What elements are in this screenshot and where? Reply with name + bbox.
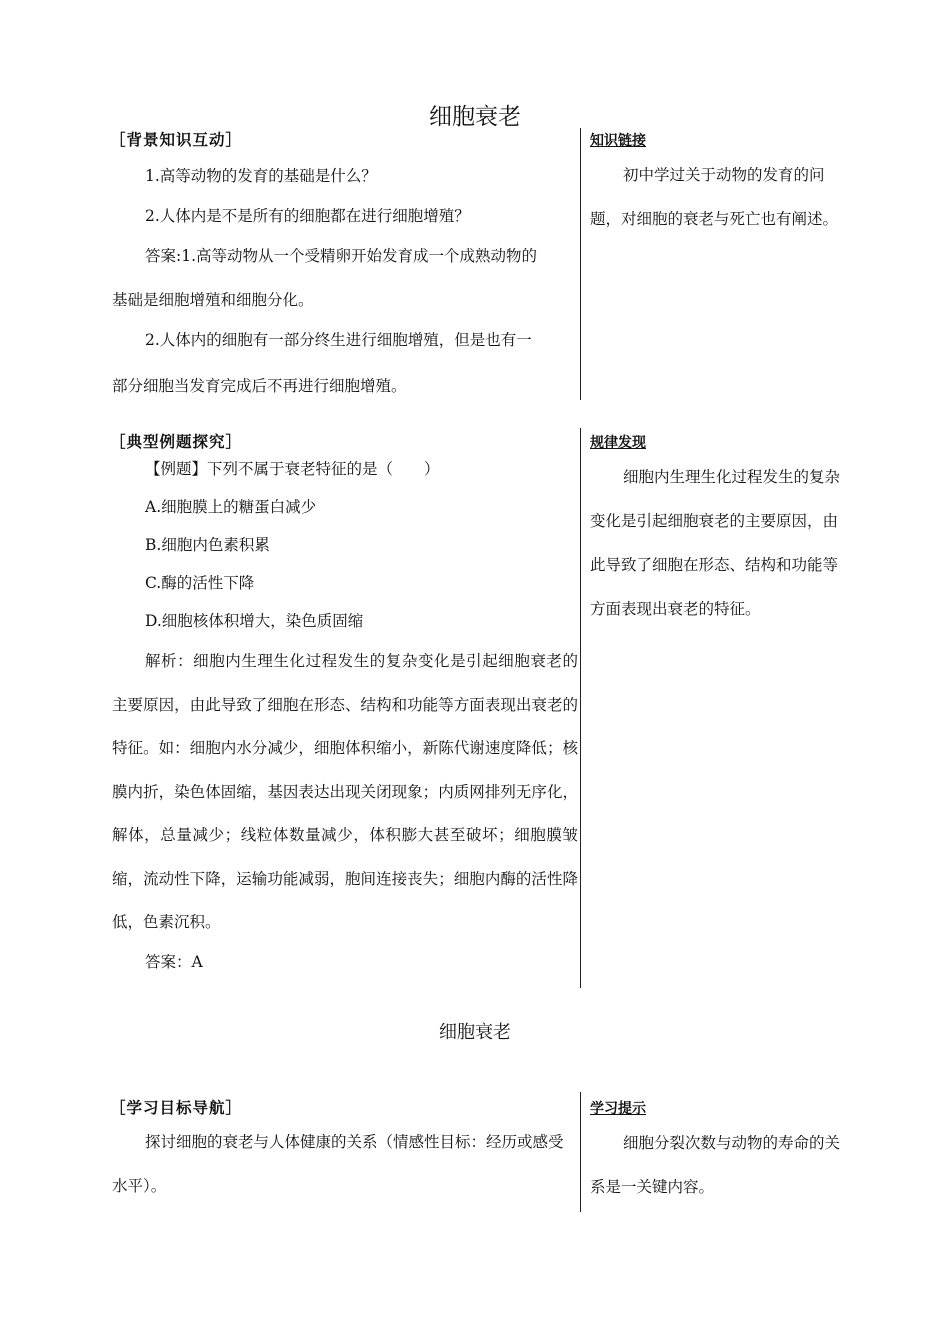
answer-line-4: 部分细胞当发育完成后不再进行细胞增殖。 (112, 377, 407, 395)
question-1: 1.高等动物的发育的基础是什么？ (145, 167, 377, 185)
sidebar-text: 初中学过关于动物的发育的问题，对细胞的衰老与死亡也有阐述。 (590, 166, 839, 228)
answer-line-3: 2.人体内的细胞有一部分终生进行细胞增殖，但是也有一 (145, 331, 532, 349)
example-section (112, 430, 578, 979)
option-c: C.酶的活性下降 (145, 574, 255, 592)
answer-line-2: 基础是细胞增殖和细胞分化。 (112, 291, 314, 309)
sidebar-heading: 知识链接 (590, 133, 646, 149)
sidebar-text: 细胞内生理生化过程发生的复杂变化是引起细胞衰老的主要原因，由此导致了细胞在形态、结构和功能等方面表现出衰老的特征。 (590, 468, 841, 618)
knowledge-link-sidebar (590, 130, 840, 241)
page-title: 细胞衰老 (429, 104, 521, 130)
sidebar-text: 细胞分裂次数与动物的寿命的关系是一关键内容。 (590, 1134, 841, 1196)
column-divider (580, 428, 581, 988)
background-knowledge-section (112, 128, 578, 406)
column-divider (580, 1092, 581, 1212)
example-answer: 答案：A (145, 952, 203, 971)
page-title-repeat: 细胞衰老 (439, 1022, 511, 1043)
sidebar-heading: 规律发现 (590, 435, 646, 451)
column-divider (580, 128, 581, 400)
option-d: D.细胞核体积增大，染色质固缩 (145, 612, 364, 630)
section-heading: ［背景知识互动］ (110, 131, 243, 149)
learning-goals-section (112, 1096, 578, 1208)
sidebar-heading: 学习提示 (590, 1101, 646, 1117)
rule-discovery-sidebar (590, 432, 840, 631)
answer-line-1: 答案:1.高等动物从一个受精卵开始发育成一个成熟动物的 (145, 247, 538, 265)
learning-tip-sidebar (590, 1098, 840, 1209)
analysis-text: 解析：细胞内生理生化过程发生的复杂变化是引起细胞衰老的主要原因，由此导致了细胞在形态、结构和功能等方面表现出衰老的特征。如：细胞内水分减少，细胞体积缩小，新陈代谢速度降低；核膜内折，染色体固缩，基因表达出现关闭现象；内质网排列无序化，解体，总量减少；线粒体数量减少，体积膨大甚至破坏；细胞膜皱缩，流动性下降，运输功能减弱，胞间连接丧失；细胞内酶的活性降低，色素沉积。 (112, 652, 578, 931)
section-heading: ［学习目标导航］ (110, 1099, 243, 1117)
learning-goal-text: 探讨细胞的衰老与人体健康的关系（情感性目标：经历或感受水平）。 (112, 1133, 564, 1195)
question-2: 2.人体内是不是所有的细胞都在进行细胞增殖？ (145, 207, 470, 225)
option-b: B.细胞内色素积累 (145, 536, 270, 554)
example-question: 【例题】下列不属于衰老特征的是（ ） (145, 460, 440, 478)
option-a: A.细胞膜上的糖蛋白减少 (145, 498, 317, 516)
section-heading: ［典型例题探究］ (110, 433, 243, 451)
